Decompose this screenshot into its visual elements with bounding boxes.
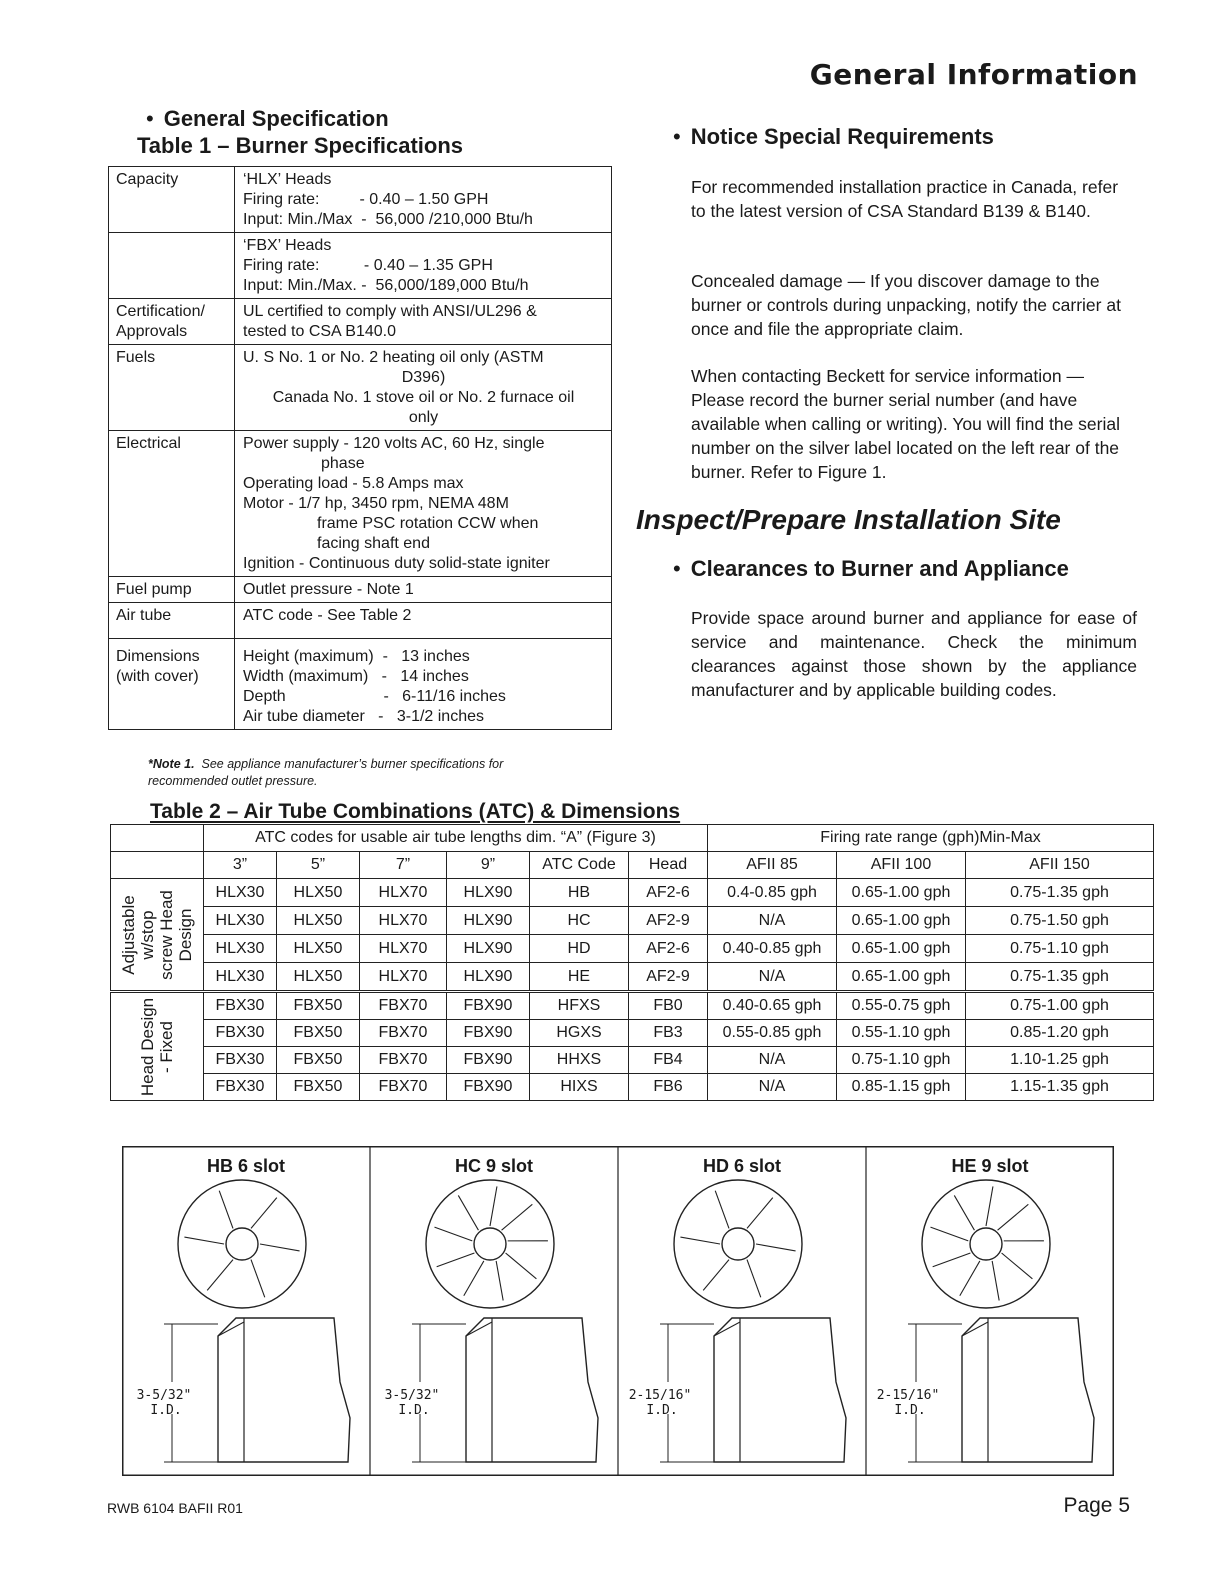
head-slot-line [496, 1261, 503, 1301]
note-lead: *Note 1. [148, 757, 195, 771]
column-header: 3” [204, 852, 277, 879]
table-cell: N/A [708, 963, 837, 992]
head-slot-line [747, 1198, 773, 1229]
table-row [109, 431, 612, 577]
head-slot-line [992, 1261, 999, 1301]
head-slot-line [680, 1237, 720, 1244]
table-cell: HLX70 [360, 963, 447, 992]
table-cell: HLX30 [204, 879, 277, 907]
table-cell: HLX90 [447, 879, 530, 907]
cell-line: Operating load - 5.8 Amps max [243, 475, 464, 492]
table-cell [111, 825, 204, 852]
table-cell [235, 345, 612, 431]
table-cell: Fuels [109, 345, 235, 431]
cell-line: Firing rate: - 0.40 – 1.50 GPH [243, 191, 489, 208]
table-cell: HLX30 [204, 963, 277, 992]
table-row [111, 1074, 1154, 1101]
table-cell: Fuel pump [109, 577, 235, 603]
table-cell: AF2-9 [629, 963, 708, 992]
cell-line: ‘FBX’ Heads [243, 237, 332, 254]
table-cell: 0.75-1.10 gph [966, 935, 1154, 963]
table-header-row [111, 852, 1154, 879]
table-cell [109, 299, 235, 345]
panel-title: HB 6 slot [206, 1156, 286, 1176]
table-cell: FBX30 [204, 1074, 277, 1101]
cell-line: UL certified to comply with ANSI/UL296 & [243, 303, 537, 320]
column-header: 9” [447, 852, 530, 879]
side-label-adjustable [111, 879, 204, 992]
page-section-title: General Information [809, 58, 1138, 91]
table1-title: Table 1 – Burner Specifications [137, 133, 464, 158]
cell-line: Input: Min./Max - 56,000 /210,000 Btu/h [243, 211, 533, 228]
head-slot-line [986, 1186, 993, 1226]
side-label-line: screw Head [157, 889, 176, 980]
air-tube-edge [714, 1322, 740, 1336]
table-cell: HLX90 [447, 907, 530, 935]
head-slot-line [219, 1191, 233, 1229]
table-row [109, 233, 612, 299]
clearance-paragraph: Provide space around burner and appliance for ease of service and maintenance. Check the minimum clearances against those shown by the appliance manufacturer and by applicable building codes. [691, 608, 1137, 700]
page-number: Page 5 [1063, 1494, 1130, 1517]
table-cell: 0.40-0.85 gph [708, 935, 837, 963]
cell-line: Approvals [116, 323, 188, 340]
cell-line: Height (maximum) - 13 inches [243, 648, 470, 665]
table-row [111, 1047, 1154, 1074]
cell-line: Dimensions [116, 648, 200, 665]
table-cell: HE [530, 963, 629, 992]
cell-line: Width (maximum) - 14 inches [243, 668, 469, 685]
cell-line: Input: Min./Max. - 56,000/189,000 Btu/h [243, 277, 529, 294]
head-outer-circle [426, 1180, 554, 1308]
column-header: AFII 85 [708, 852, 837, 879]
table-cell: 0.4-0.85 gph [708, 879, 837, 907]
table-row [109, 639, 612, 730]
column-header: 5” [277, 852, 360, 879]
table-row [111, 879, 1154, 907]
air-tube-edge [466, 1322, 492, 1336]
table-row [111, 992, 1154, 1020]
table-cell: 0.75-1.00 gph [966, 992, 1154, 1020]
cell-line: Motor - 1/7 hp, 3450 rpm, NEMA 48M [243, 495, 509, 512]
table-cell: 0.75-1.10 gph [837, 1047, 966, 1074]
head-inner-circle [970, 1228, 1002, 1260]
table-cell: 0.65-1.00 gph [837, 935, 966, 963]
table-cell [109, 233, 235, 299]
dimension-id-label: I.D. [150, 1403, 182, 1418]
table-cell: HB [530, 879, 629, 907]
table-cell: FBX30 [204, 1047, 277, 1074]
table-cell: AF2-9 [629, 907, 708, 935]
cell-line: tested to CSA B140.0 [243, 323, 396, 340]
air-tube-edge [218, 1322, 244, 1336]
table-cell: 0.55-0.85 gph [708, 1020, 837, 1047]
head-outer-circle [922, 1180, 1050, 1308]
table-cell: HLX30 [204, 935, 277, 963]
table-cell [235, 233, 612, 299]
table-cell [109, 639, 235, 730]
table-cell: 1.15-1.35 gph [966, 1074, 1154, 1101]
canada-paragraph: For recommended installation practice in Canada, refer to the latest version of CSA Standard B139 & B140. [691, 177, 1119, 221]
table-cell: FB6 [629, 1074, 708, 1101]
table-row [109, 603, 612, 639]
table-cell: FBX90 [447, 1020, 530, 1047]
head-slot-line [1002, 1253, 1033, 1279]
side-label-fixed [111, 992, 204, 1101]
table-row [111, 963, 1154, 992]
table-cell: HHXS [530, 1047, 629, 1074]
cell-line: only [408, 409, 439, 426]
head-slot-line [260, 1244, 300, 1251]
document-code: RWB 6104 BAFII R01 [107, 1500, 243, 1516]
table-cell [235, 167, 612, 233]
table-cell: FBX50 [277, 1074, 360, 1101]
table-cell: HLX70 [360, 879, 447, 907]
cell-line: Firing rate: - 0.40 – 1.35 GPH [243, 257, 493, 274]
group-header-firing: Firing rate range (gph)Min-Max [708, 825, 1154, 852]
panel-title: HD 6 slot [702, 1156, 782, 1176]
table-cell: FB3 [629, 1020, 708, 1047]
air-tube-table [110, 824, 1154, 1101]
table-cell: FBX70 [360, 1020, 447, 1047]
cell-line: Air tube diameter - 3-1/2 inches [243, 708, 484, 725]
head-slot-line [954, 1195, 974, 1230]
table-row [109, 577, 612, 603]
table-row [111, 935, 1154, 963]
table-cell: 0.85-1.20 gph [966, 1020, 1154, 1047]
table-cell: FBX70 [360, 1074, 447, 1101]
dimension-label: 3-5/32" [136, 1388, 192, 1403]
table-cell: 0.65-1.00 gph [837, 963, 966, 992]
table-cell: HLX70 [360, 907, 447, 935]
table-cell: FB4 [629, 1047, 708, 1074]
table-cell: Air tube [109, 603, 235, 639]
dimension-label: 2-15/16" [876, 1388, 940, 1403]
table-cell: HLX70 [360, 935, 447, 963]
head-inner-circle [722, 1228, 754, 1260]
side-label-line: Head Design [138, 997, 157, 1096]
table-cell: 1.10-1.25 gph [966, 1047, 1154, 1074]
cell-line: U. S No. 1 or No. 2 heating oil only (ASTM [243, 349, 544, 366]
head-slot-line [490, 1186, 497, 1226]
table-cell: N/A [708, 1074, 837, 1101]
table-cell: HLX50 [277, 879, 360, 907]
table-cell: FBX90 [447, 992, 530, 1020]
head-slot-line [184, 1237, 224, 1244]
table-cell [235, 299, 612, 345]
table-cell: N/A [708, 907, 837, 935]
table-cell: 0.65-1.00 gph [837, 907, 966, 935]
cell-line: D396) [401, 369, 446, 386]
table-cell: HLX50 [277, 907, 360, 935]
table-cell: ATC code - See Table 2 [235, 603, 612, 639]
cell-line: Canada No. 1 stove oil or No. 2 furnace oil [272, 389, 575, 406]
table-cell: N/A [708, 1047, 837, 1074]
head-slot-line [207, 1260, 233, 1291]
head-slot-line [251, 1198, 277, 1229]
table-cell: 0.85-1.15 gph [837, 1074, 966, 1101]
head-slot-line [933, 1253, 971, 1267]
table-cell: HLX50 [277, 963, 360, 992]
table-cell: HIXS [530, 1074, 629, 1101]
service-info-paragraph: When contacting Beckett for service information — Please record the burner serial number (and have available when calling or writing). You will find the serial number on the silver label located on the left rear of the burner. Refer to Figure 1. [691, 366, 1120, 482]
table-cell [235, 639, 612, 730]
table-row [109, 167, 612, 233]
note-text: See appliance manufacturer’s burner specifications for [201, 757, 504, 771]
cell-line: Certification/ [116, 303, 205, 320]
table-cell: 0.40-0.65 gph [708, 992, 837, 1020]
table-cell: FBX70 [360, 992, 447, 1020]
table-header-row [111, 825, 1154, 852]
table-cell: AF2-6 [629, 879, 708, 907]
cell-line: frame PSC rotation CCW when [317, 515, 539, 532]
cell-line: Power supply - 120 volts AC, 60 Hz, single [243, 435, 545, 452]
air-tube-edge [962, 1322, 988, 1336]
head-slot-line [998, 1204, 1029, 1230]
air-tube-outline [714, 1318, 846, 1462]
head-slot-line [437, 1253, 475, 1267]
table-cell: 0.75-1.35 gph [966, 963, 1154, 992]
table-cell: HGXS [530, 1020, 629, 1047]
panel-title: HE 9 slot [951, 1156, 1029, 1176]
table-cell [235, 431, 612, 577]
table-cell: FBX50 [277, 1047, 360, 1074]
side-label-text [138, 997, 176, 1095]
note-text: recommended outlet pressure. [148, 774, 318, 788]
column-header: ATC Code [530, 852, 629, 879]
head-slot-line [747, 1260, 761, 1298]
table-cell: AF2-6 [629, 935, 708, 963]
dimension-id-label: I.D. [646, 1403, 678, 1418]
table1-footnote [148, 756, 628, 790]
table-cell: Capacity [109, 167, 235, 233]
table-cell: 0.75-1.50 gph [966, 907, 1154, 935]
head-slot-line [506, 1253, 537, 1279]
table-cell: FBX50 [277, 992, 360, 1020]
table2-title: Table 2 – Air Tube Combinations (ATC) & Dimensions [150, 800, 681, 823]
side-label-line: Adjustable [119, 894, 138, 975]
table-cell: FBX90 [447, 1047, 530, 1074]
table-cell: FBX30 [204, 1020, 277, 1047]
cell-line: (with cover) [116, 668, 199, 685]
table-cell: 0.75-1.35 gph [966, 879, 1154, 907]
dimension-label: 3-5/32" [384, 1388, 440, 1403]
general-spec-heading: • General Specification [146, 106, 389, 132]
table-row [111, 1020, 1154, 1047]
head-slot-line [960, 1261, 980, 1296]
table-row [111, 907, 1154, 935]
cell-line: Ignition - Continuous duty solid-state igniter [243, 555, 550, 572]
cell-line: facing shaft end [317, 535, 430, 552]
head-slot-line [502, 1204, 533, 1230]
table-cell: 0.55-0.75 gph [837, 992, 966, 1020]
panel-title: HC 9 slot [454, 1156, 534, 1176]
column-header: Head [629, 852, 708, 879]
air-tube-outline [962, 1318, 1094, 1462]
side-label-text [119, 890, 195, 980]
clearance-heading: • Clearances to Burner and Appliance [673, 556, 1069, 582]
dimension-id-label: I.D. [894, 1403, 926, 1418]
table-row [109, 299, 612, 345]
air-tube-outline [218, 1318, 350, 1462]
head-slot-line [464, 1261, 484, 1296]
column-header: AFII 150 [966, 852, 1154, 879]
table-cell: HFXS [530, 992, 629, 1020]
table-cell: HLX50 [277, 935, 360, 963]
head-slot-line [756, 1244, 796, 1251]
head-inner-circle [226, 1228, 258, 1260]
head-slot-line [715, 1191, 729, 1229]
head-slot-line [703, 1260, 729, 1291]
cell-line: Depth - 6-11/16 inches [243, 688, 506, 705]
table-cell: FBX30 [204, 992, 277, 1020]
side-label-line: Design [176, 908, 195, 961]
head-inner-circle [474, 1228, 506, 1260]
dimension-id-label: I.D. [398, 1403, 430, 1418]
table-cell: HC [530, 907, 629, 935]
head-slot-line [434, 1227, 472, 1241]
table-cell [111, 852, 204, 879]
table-cell: FBX90 [447, 1074, 530, 1101]
dimension-label: 2-15/16" [628, 1388, 692, 1403]
column-header: 7” [360, 852, 447, 879]
concealed-damage-paragraph: Concealed damage — If you discover damage to the burner or controls during unpacking, notify the carrier at once and file the appropriate claim. [691, 271, 1121, 339]
column-header: AFII 100 [837, 852, 966, 879]
air-tube-head-figure [122, 1146, 1114, 1476]
head-slot-line [251, 1260, 265, 1298]
side-label-line: - Fixed [157, 1020, 176, 1073]
table-cell: Outlet pressure - Note 1 [235, 577, 612, 603]
inspect-heading: Inspect/Prepare Installation Site [636, 504, 1061, 535]
table-cell: 0.65-1.00 gph [837, 879, 966, 907]
table-cell: FB0 [629, 992, 708, 1020]
table-cell: FBX70 [360, 1047, 447, 1074]
air-tube-outline [466, 1318, 598, 1462]
table-cell: HLX30 [204, 907, 277, 935]
cell-line: phase [321, 455, 365, 472]
table-cell: HD [530, 935, 629, 963]
side-label-line: w/stop [138, 909, 157, 960]
table-row [109, 345, 612, 431]
head-slot-line [930, 1227, 968, 1241]
cell-line: ‘HLX’ Heads [243, 171, 332, 188]
table-cell: HLX90 [447, 963, 530, 992]
table-cell: Electrical [109, 431, 235, 577]
table-cell: FBX50 [277, 1020, 360, 1047]
group-header-atc: ATC codes for usable air tube lengths dim. “A” (Figure 3) [204, 825, 708, 852]
burner-spec-table [108, 166, 612, 730]
head-slot-line [458, 1195, 478, 1230]
head-outer-circle [674, 1180, 802, 1308]
table-cell: 0.55-1.10 gph [837, 1020, 966, 1047]
head-outer-circle [178, 1180, 306, 1308]
table-cell: HLX90 [447, 935, 530, 963]
notice-heading: • Notice Special Requirements [673, 124, 994, 150]
